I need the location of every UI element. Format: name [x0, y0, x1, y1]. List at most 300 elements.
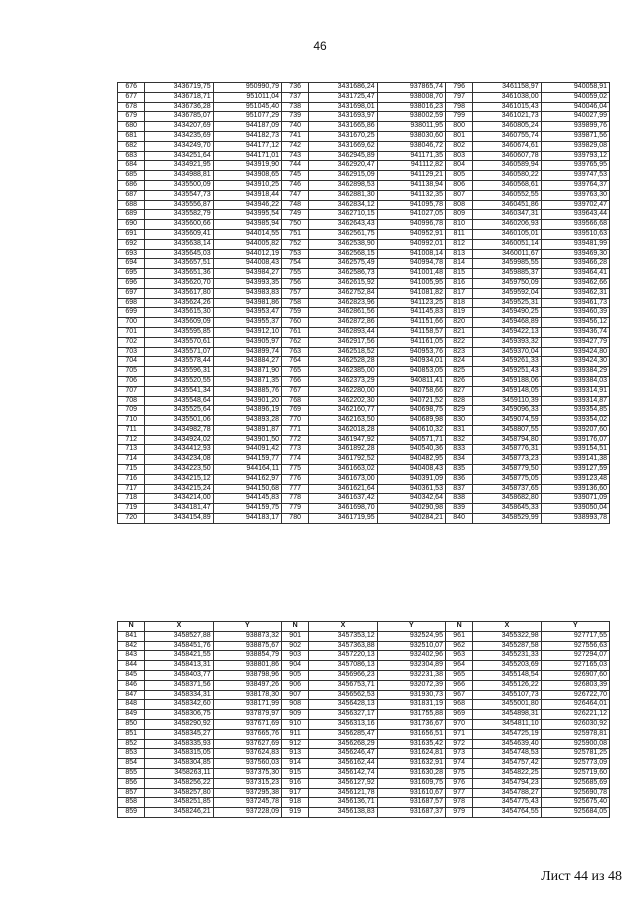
- x-coordinate-cell: 3462586,73: [309, 269, 377, 279]
- point-number-cell: 706: [118, 376, 145, 386]
- x-coordinate-cell: 3458251,85: [145, 798, 213, 808]
- point-number-cell: 756: [281, 278, 308, 288]
- x-coordinate-cell: 3454725,19: [473, 729, 541, 739]
- point-number-cell: 701: [118, 327, 145, 337]
- y-coordinate-cell: 941005,95: [377, 278, 445, 288]
- y-coordinate-cell: 940540,36: [377, 445, 445, 455]
- y-coordinate-cell: 941132,35: [377, 190, 445, 200]
- x-coordinate-cell: 3462898,53: [309, 180, 377, 190]
- table-row: [118, 288, 610, 298]
- x-coordinate-cell: 3460011,67: [473, 249, 541, 259]
- y-coordinate-cell: 939424,30: [541, 357, 609, 367]
- y-coordinate-cell: 943901,50: [213, 435, 281, 445]
- y-coordinate-cell: 943908,65: [213, 171, 281, 181]
- point-number-cell: 749: [281, 210, 308, 220]
- point-number-cell: 771: [281, 425, 308, 435]
- y-coordinate-cell: 939871,56: [541, 131, 609, 141]
- x-coordinate-cell: 3434181,47: [145, 504, 213, 514]
- y-coordinate-cell: 940284,21: [377, 514, 445, 524]
- x-coordinate-cell: 3461673,00: [309, 474, 377, 484]
- point-number-cell: 766: [281, 376, 308, 386]
- table-row: [118, 210, 610, 220]
- point-number-cell: 684: [118, 161, 145, 171]
- y-coordinate-cell: 937245,78: [213, 798, 281, 808]
- y-coordinate-cell: 939462,66: [541, 278, 609, 288]
- column-header: X: [473, 622, 541, 632]
- table-row: [118, 504, 610, 514]
- column-header: N: [281, 622, 308, 632]
- point-number-cell: 745: [281, 171, 308, 181]
- y-coordinate-cell: 939127,59: [541, 465, 609, 475]
- table-row: [118, 220, 610, 230]
- point-number-cell: 809: [445, 210, 472, 220]
- point-number-cell: 969: [445, 710, 472, 720]
- y-coordinate-cell: 932524,95: [377, 631, 445, 641]
- point-number-cell: 737: [281, 92, 308, 102]
- column-header: X: [145, 622, 213, 632]
- point-number-cell: 718: [118, 494, 145, 504]
- point-number-cell: 852: [118, 739, 145, 749]
- point-number-cell: 709: [118, 406, 145, 416]
- y-coordinate-cell: 939384,03: [541, 376, 609, 386]
- x-coordinate-cell: 3462881,30: [309, 190, 377, 200]
- x-coordinate-cell: 3458775,05: [473, 474, 541, 484]
- x-coordinate-cell: 3456246,47: [309, 749, 377, 759]
- x-coordinate-cell: 3454788,27: [473, 788, 541, 798]
- y-coordinate-cell: 939354,02: [541, 416, 609, 426]
- y-coordinate-cell: 943983,83: [213, 288, 281, 298]
- y-coordinate-cell: 939154,51: [541, 445, 609, 455]
- y-coordinate-cell: 943901,20: [213, 396, 281, 406]
- y-coordinate-cell: 940059,02: [541, 92, 609, 102]
- y-coordinate-cell: 932304,89: [377, 661, 445, 671]
- point-number-cell: 830: [445, 416, 472, 426]
- point-number-cell: 753: [281, 249, 308, 259]
- y-coordinate-cell: 937624,83: [213, 749, 281, 759]
- x-coordinate-cell: 3435525,64: [145, 406, 213, 416]
- y-coordinate-cell: 944187,09: [213, 122, 281, 132]
- y-coordinate-cell: 940721,52: [377, 396, 445, 406]
- point-number-cell: 826: [445, 376, 472, 386]
- x-coordinate-cell: 3462575,49: [309, 259, 377, 269]
- x-coordinate-cell: 3435595,85: [145, 327, 213, 337]
- point-number-cell: 834: [445, 455, 472, 465]
- point-number-cell: 910: [281, 719, 308, 729]
- point-number-cell: 844: [118, 661, 145, 671]
- x-coordinate-cell: 3454748,53: [473, 749, 541, 759]
- point-number-cell: 913: [281, 749, 308, 759]
- point-number-cell: 845: [118, 670, 145, 680]
- table-row: [118, 229, 610, 239]
- x-coordinate-cell: 3459422,13: [473, 327, 541, 337]
- point-number-cell: 977: [445, 788, 472, 798]
- table-row: [118, 435, 610, 445]
- x-coordinate-cell: 3435624,26: [145, 298, 213, 308]
- x-coordinate-cell: 3461947,92: [309, 435, 377, 445]
- point-number-cell: 804: [445, 161, 472, 171]
- x-coordinate-cell: 3455001,80: [473, 700, 541, 710]
- y-coordinate-cell: 939141,38: [541, 455, 609, 465]
- table-row: [118, 455, 610, 465]
- y-coordinate-cell: 943884,27: [213, 357, 281, 367]
- point-number-cell: 976: [445, 778, 472, 788]
- table-row: [118, 719, 610, 729]
- x-coordinate-cell: 3434251,64: [145, 151, 213, 161]
- x-coordinate-cell: 3435651,36: [145, 269, 213, 279]
- table-row: [118, 670, 610, 680]
- y-coordinate-cell: 940953,76: [377, 347, 445, 357]
- y-coordinate-cell: 938030,60: [377, 131, 445, 141]
- point-number-cell: 773: [281, 445, 308, 455]
- table-row: [118, 798, 610, 808]
- x-coordinate-cell: 3455287,58: [473, 641, 541, 651]
- point-number-cell: 915: [281, 768, 308, 778]
- y-coordinate-cell: 938171,99: [213, 700, 281, 710]
- point-number-cell: 972: [445, 739, 472, 749]
- point-number-cell: 765: [281, 367, 308, 377]
- point-number-cell: 761: [281, 327, 308, 337]
- table-row: [118, 298, 610, 308]
- table-row: [118, 778, 610, 788]
- point-number-cell: 801: [445, 131, 472, 141]
- x-coordinate-cell: 3435617,80: [145, 288, 213, 298]
- x-coordinate-cell: 3457353,12: [309, 631, 377, 641]
- x-coordinate-cell: 3459750,09: [473, 278, 541, 288]
- y-coordinate-cell: 941095,78: [377, 200, 445, 210]
- x-coordinate-cell: 3435645,03: [145, 249, 213, 259]
- y-coordinate-cell: 937671,69: [213, 719, 281, 729]
- y-coordinate-cell: 932402,96: [377, 651, 445, 661]
- y-coordinate-cell: 943985,94: [213, 220, 281, 230]
- x-coordinate-cell: 3459148,05: [473, 386, 541, 396]
- x-coordinate-cell: 3431665,86: [309, 122, 377, 132]
- point-number-cell: 916: [281, 778, 308, 788]
- x-coordinate-cell: 3435638,14: [145, 239, 213, 249]
- y-coordinate-cell: 938875,67: [213, 641, 281, 651]
- point-number-cell: 775: [281, 465, 308, 475]
- y-coordinate-cell: 932231,38: [377, 670, 445, 680]
- y-coordinate-cell: 951045,40: [213, 102, 281, 112]
- y-coordinate-cell: 941008,14: [377, 249, 445, 259]
- y-coordinate-cell: 944164,11: [213, 465, 281, 475]
- x-coordinate-cell: 3462373,29: [309, 376, 377, 386]
- x-coordinate-cell: 3461792,52: [309, 455, 377, 465]
- x-coordinate-cell: 3455203,69: [473, 661, 541, 671]
- y-coordinate-cell: 932072,39: [377, 680, 445, 690]
- y-coordinate-cell: 944145,83: [213, 494, 281, 504]
- y-coordinate-cell: 937665,76: [213, 729, 281, 739]
- point-number-cell: 962: [445, 641, 472, 651]
- x-coordinate-cell: 3434412,93: [145, 445, 213, 455]
- table-row: [118, 259, 610, 269]
- point-number-cell: 808: [445, 200, 472, 210]
- x-coordinate-cell: 3435520,55: [145, 376, 213, 386]
- point-number-cell: 858: [118, 798, 145, 808]
- x-coordinate-cell: 3435571,07: [145, 347, 213, 357]
- point-number-cell: 710: [118, 416, 145, 426]
- x-coordinate-cell: 3435609,41: [145, 229, 213, 239]
- table-row: [118, 327, 610, 337]
- x-coordinate-cell: 3460568,61: [473, 180, 541, 190]
- y-coordinate-cell: 925719,60: [541, 768, 609, 778]
- point-number-cell: 677: [118, 92, 145, 102]
- table-row: [118, 92, 610, 102]
- point-number-cell: 818: [445, 298, 472, 308]
- x-coordinate-cell: 3435596,31: [145, 367, 213, 377]
- y-coordinate-cell: 931610,67: [377, 788, 445, 798]
- y-coordinate-cell: 944005,82: [213, 239, 281, 249]
- y-coordinate-cell: 943918,44: [213, 190, 281, 200]
- y-coordinate-cell: 925684,05: [541, 808, 609, 818]
- y-coordinate-cell: 926464,01: [541, 700, 609, 710]
- point-number-cell: 843: [118, 651, 145, 661]
- y-coordinate-cell: 944150,68: [213, 484, 281, 494]
- point-number-cell: 699: [118, 308, 145, 318]
- x-coordinate-cell: 3454822,25: [473, 768, 541, 778]
- point-number-cell: 973: [445, 749, 472, 759]
- y-coordinate-cell: 931624,81: [377, 749, 445, 759]
- point-number-cell: 824: [445, 357, 472, 367]
- x-coordinate-cell: 3458421,55: [145, 651, 213, 661]
- y-coordinate-cell: 931736,67: [377, 719, 445, 729]
- point-number-cell: 846: [118, 680, 145, 690]
- y-coordinate-cell: 940482,95: [377, 455, 445, 465]
- point-number-cell: 839: [445, 504, 472, 514]
- point-number-cell: 829: [445, 406, 472, 416]
- y-coordinate-cell: 940853,05: [377, 367, 445, 377]
- table-row: [118, 122, 610, 132]
- y-coordinate-cell: 939071,09: [541, 494, 609, 504]
- y-coordinate-cell: 939764,37: [541, 180, 609, 190]
- y-coordinate-cell: 938993,78: [541, 514, 609, 524]
- table-row: [118, 474, 610, 484]
- y-coordinate-cell: 938178,30: [213, 690, 281, 700]
- x-coordinate-cell: 3458371,56: [145, 680, 213, 690]
- y-coordinate-cell: 944008,43: [213, 259, 281, 269]
- point-number-cell: 970: [445, 719, 472, 729]
- table-row: [118, 700, 610, 710]
- y-coordinate-cell: 926722,70: [541, 690, 609, 700]
- point-number-cell: 907: [281, 690, 308, 700]
- point-number-cell: 813: [445, 249, 472, 259]
- point-number-cell: 739: [281, 112, 308, 122]
- y-coordinate-cell: 944171,01: [213, 151, 281, 161]
- point-number-cell: 817: [445, 288, 472, 298]
- point-number-cell: 754: [281, 259, 308, 269]
- x-coordinate-cell: 3458290,92: [145, 719, 213, 729]
- point-number-cell: 712: [118, 435, 145, 445]
- x-coordinate-cell: 3460607,78: [473, 151, 541, 161]
- point-number-cell: 850: [118, 719, 145, 729]
- x-coordinate-cell: 3460755,74: [473, 131, 541, 141]
- y-coordinate-cell: 925978,81: [541, 729, 609, 739]
- x-coordinate-cell: 3436785,07: [145, 112, 213, 122]
- x-coordinate-cell: 3459370,04: [473, 347, 541, 357]
- table-row: [118, 318, 610, 328]
- table-row: [118, 161, 610, 171]
- table-row: [118, 347, 610, 357]
- x-coordinate-cell: 3458794,80: [473, 435, 541, 445]
- x-coordinate-cell: 3435570,61: [145, 337, 213, 347]
- x-coordinate-cell: 3458263,11: [145, 768, 213, 778]
- x-coordinate-cell: 3431669,62: [309, 141, 377, 151]
- x-coordinate-cell: 3459985,55: [473, 259, 541, 269]
- y-coordinate-cell: 926907,60: [541, 670, 609, 680]
- y-coordinate-cell: 939702,47: [541, 200, 609, 210]
- point-number-cell: 689: [118, 210, 145, 220]
- x-coordinate-cell: 3458335,93: [145, 739, 213, 749]
- y-coordinate-cell: 939469,30: [541, 249, 609, 259]
- y-coordinate-cell: 944159,77: [213, 455, 281, 465]
- table-row: [118, 690, 610, 700]
- table-row: [118, 141, 610, 151]
- y-coordinate-cell: 939829,08: [541, 141, 609, 151]
- x-coordinate-cell: 3456142,74: [309, 768, 377, 778]
- x-coordinate-cell: 3456428,13: [309, 700, 377, 710]
- x-coordinate-cell: 3458413,31: [145, 661, 213, 671]
- y-coordinate-cell: 938016,23: [377, 102, 445, 112]
- y-coordinate-cell: 940811,41: [377, 376, 445, 386]
- table-row: [118, 661, 610, 671]
- y-coordinate-cell: 932510,07: [377, 641, 445, 651]
- y-coordinate-cell: 938046,72: [377, 141, 445, 151]
- point-number-cell: 774: [281, 455, 308, 465]
- x-coordinate-cell: 3455107,73: [473, 690, 541, 700]
- y-coordinate-cell: 940342,64: [377, 494, 445, 504]
- point-number-cell: 811: [445, 229, 472, 239]
- y-coordinate-cell: 939354,85: [541, 406, 609, 416]
- page-number: 46: [313, 39, 327, 53]
- point-number-cell: 694: [118, 259, 145, 269]
- table-header-row: [118, 622, 610, 632]
- y-coordinate-cell: 940996,78: [377, 220, 445, 230]
- x-coordinate-cell: 3456753,71: [309, 680, 377, 690]
- table-row: [118, 337, 610, 347]
- point-number-cell: 751: [281, 229, 308, 239]
- point-number-cell: 842: [118, 641, 145, 651]
- point-number-cell: 715: [118, 465, 145, 475]
- point-number-cell: 908: [281, 700, 308, 710]
- y-coordinate-cell: 941151,66: [377, 318, 445, 328]
- x-coordinate-cell: 3456121,78: [309, 788, 377, 798]
- point-number-cell: 700: [118, 318, 145, 328]
- y-coordinate-cell: 944177,12: [213, 141, 281, 151]
- y-coordinate-cell: 931630,28: [377, 768, 445, 778]
- point-number-cell: 762: [281, 337, 308, 347]
- x-coordinate-cell: 3462518,52: [309, 347, 377, 357]
- y-coordinate-cell: 939510,63: [541, 229, 609, 239]
- point-number-cell: 855: [118, 768, 145, 778]
- point-number-cell: 708: [118, 396, 145, 406]
- y-coordinate-cell: 941112,82: [377, 161, 445, 171]
- x-coordinate-cell: 3434235,69: [145, 131, 213, 141]
- x-coordinate-cell: 3460206,93: [473, 220, 541, 230]
- point-number-cell: 901: [281, 631, 308, 641]
- point-number-cell: 827: [445, 386, 472, 396]
- table-row: [118, 171, 610, 181]
- y-coordinate-cell: 939427,79: [541, 337, 609, 347]
- x-coordinate-cell: 3434207,69: [145, 122, 213, 132]
- x-coordinate-cell: 3462920,47: [309, 161, 377, 171]
- point-number-cell: 692: [118, 239, 145, 249]
- point-number-cell: 807: [445, 190, 472, 200]
- point-number-cell: 805: [445, 171, 472, 181]
- table-row: [118, 425, 610, 435]
- point-number-cell: 968: [445, 700, 472, 710]
- y-coordinate-cell: 939123,48: [541, 474, 609, 484]
- x-coordinate-cell: 3459261,33: [473, 357, 541, 367]
- x-coordinate-cell: 3435541,34: [145, 386, 213, 396]
- x-coordinate-cell: 3431670,25: [309, 131, 377, 141]
- point-number-cell: 914: [281, 759, 308, 769]
- x-coordinate-cell: 3454794,23: [473, 778, 541, 788]
- x-coordinate-cell: 3459468,89: [473, 318, 541, 328]
- point-number-cell: 796: [445, 83, 472, 93]
- y-coordinate-cell: 944182,73: [213, 131, 281, 141]
- x-coordinate-cell: 3434214,00: [145, 494, 213, 504]
- y-coordinate-cell: 943981,86: [213, 298, 281, 308]
- point-number-cell: 768: [281, 396, 308, 406]
- point-number-cell: 779: [281, 504, 308, 514]
- x-coordinate-cell: 3456327,17: [309, 710, 377, 720]
- x-coordinate-cell: 3458737,65: [473, 484, 541, 494]
- table-row: [118, 131, 610, 141]
- table-row: [118, 376, 610, 386]
- point-number-cell: 748: [281, 200, 308, 210]
- x-coordinate-cell: 3434223,50: [145, 465, 213, 475]
- y-coordinate-cell: 943893,28: [213, 416, 281, 426]
- x-coordinate-cell: 3462893,44: [309, 327, 377, 337]
- y-coordinate-cell: 944162,97: [213, 474, 281, 484]
- point-number-cell: 693: [118, 249, 145, 259]
- point-number-cell: 716: [118, 474, 145, 484]
- x-coordinate-cell: 3455322,98: [473, 631, 541, 641]
- x-coordinate-cell: 3459188,06: [473, 376, 541, 386]
- x-coordinate-cell: 3462615,92: [309, 278, 377, 288]
- table-row: [118, 200, 610, 210]
- x-coordinate-cell: 3435556,87: [145, 200, 213, 210]
- x-coordinate-cell: 3459251,43: [473, 367, 541, 377]
- point-number-cell: 975: [445, 768, 472, 778]
- point-number-cell: 744: [281, 161, 308, 171]
- point-number-cell: 696: [118, 278, 145, 288]
- y-coordinate-cell: 950990,79: [213, 83, 281, 93]
- x-coordinate-cell: 3458345,27: [145, 729, 213, 739]
- table-row: [118, 788, 610, 798]
- y-coordinate-cell: 939424,80: [541, 347, 609, 357]
- point-number-cell: 833: [445, 445, 472, 455]
- table-row: [118, 739, 610, 749]
- y-coordinate-cell: 927165,03: [541, 661, 609, 671]
- table-row: [118, 278, 610, 288]
- x-coordinate-cell: 3459074,59: [473, 416, 541, 426]
- x-coordinate-cell: 3458529,99: [473, 514, 541, 524]
- x-coordinate-cell: 3435620,70: [145, 278, 213, 288]
- x-coordinate-cell: 3456136,71: [309, 798, 377, 808]
- y-coordinate-cell: 943905,97: [213, 337, 281, 347]
- column-header: Y: [541, 622, 609, 632]
- point-number-cell: 680: [118, 122, 145, 132]
- y-coordinate-cell: 925690,78: [541, 788, 609, 798]
- y-coordinate-cell: 931609,75: [377, 778, 445, 788]
- y-coordinate-cell: 939436,74: [541, 327, 609, 337]
- y-coordinate-cell: 944183,17: [213, 514, 281, 524]
- point-number-cell: 698: [118, 298, 145, 308]
- point-number-cell: 797: [445, 92, 472, 102]
- x-coordinate-cell: 3461637,42: [309, 494, 377, 504]
- point-number-cell: 763: [281, 347, 308, 357]
- x-coordinate-cell: 3455148,54: [473, 670, 541, 680]
